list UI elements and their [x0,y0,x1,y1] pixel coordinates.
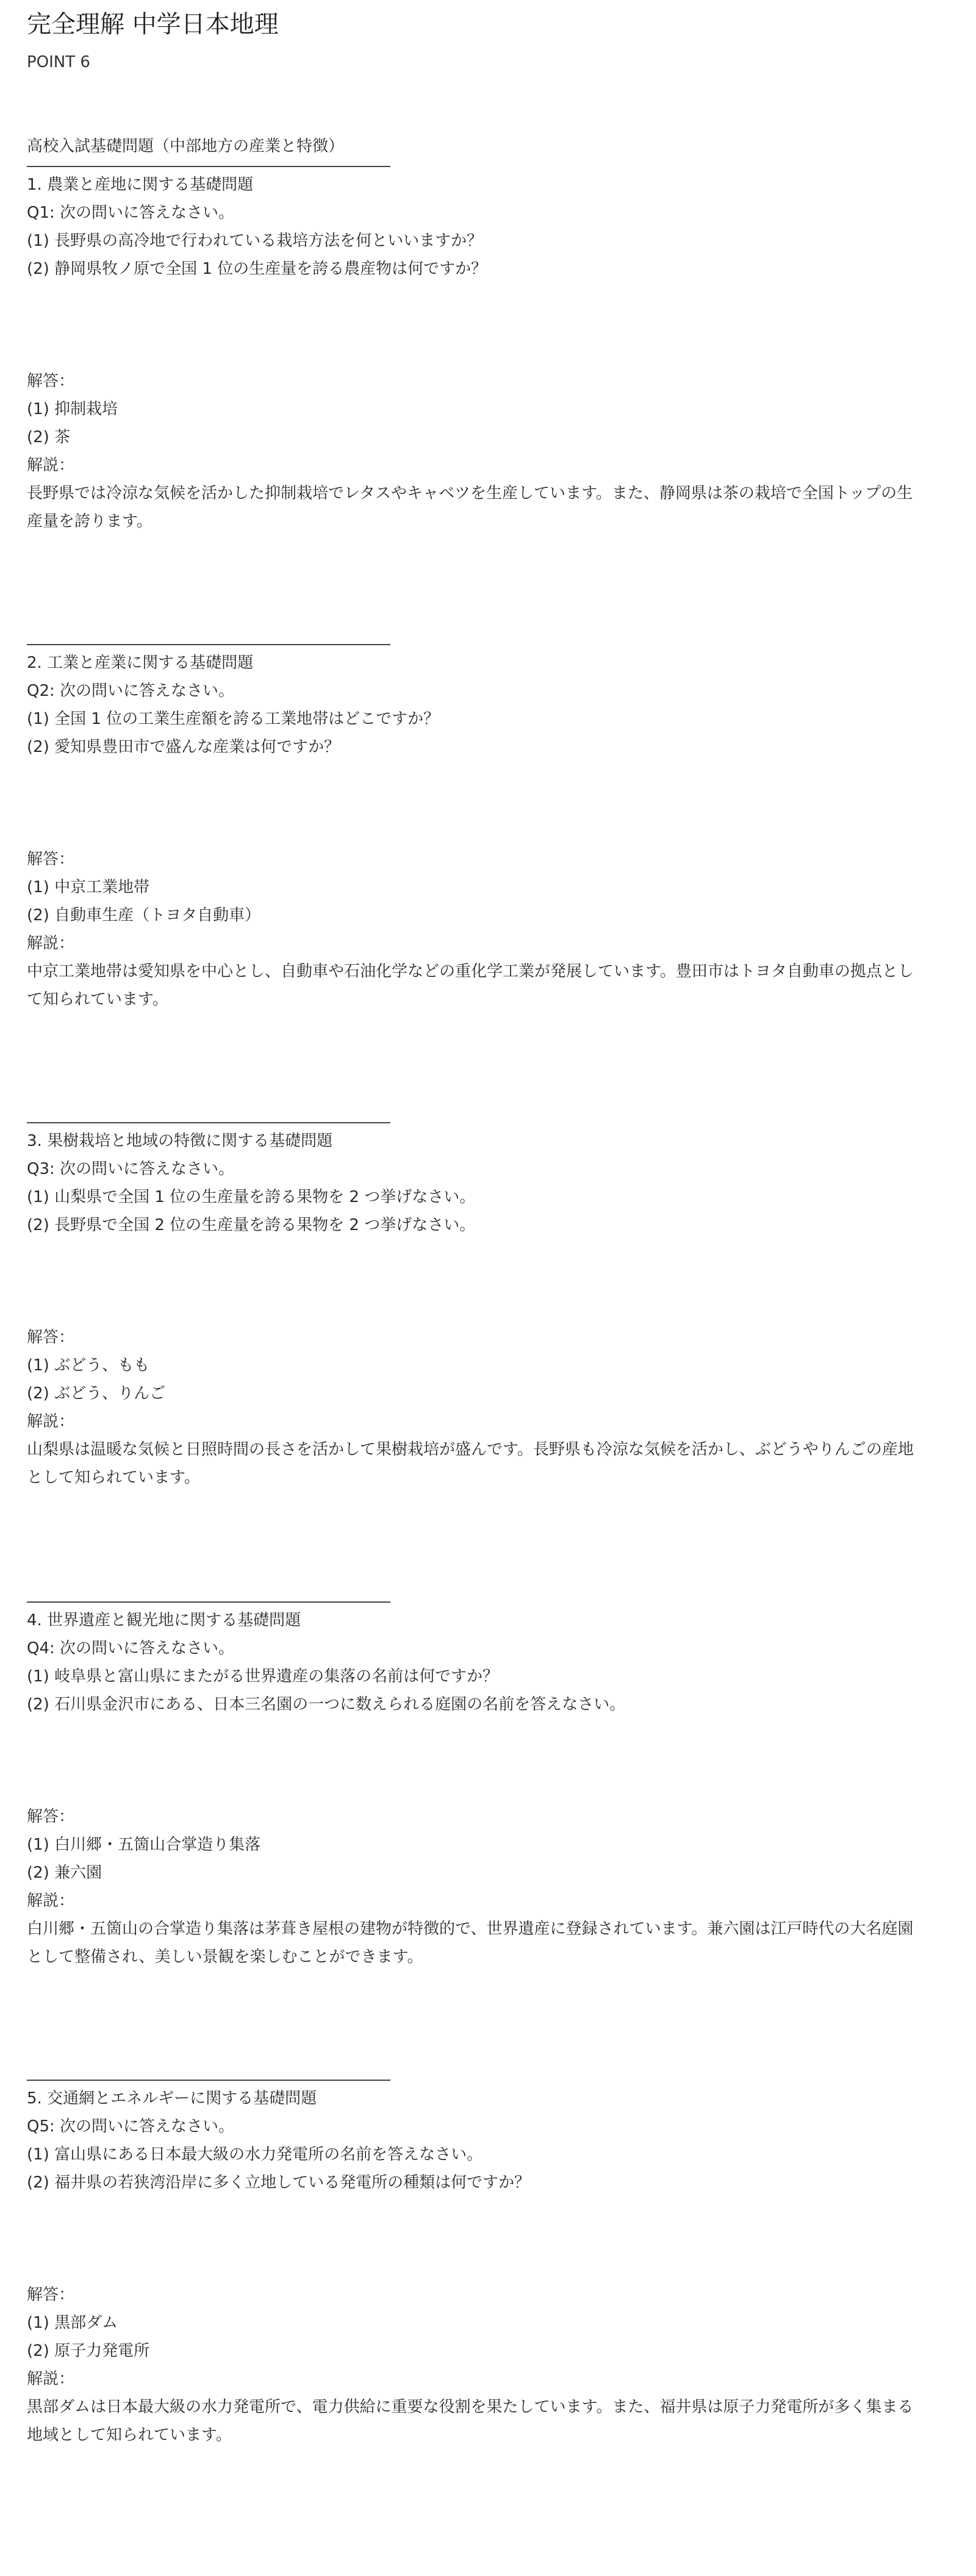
section-divider [27,2080,390,2081]
explanation-text: 黒部ダムは日本最大級の水力発電所で、電力供給に重要な役割を果たしています。また、福井県は原子力発電所が多く集まる地域として知られています。 [27,2398,914,2444]
question-section-5 [27,2080,930,2449]
question-intro: Q5: 次の問いに答えなさい。 [27,2117,235,2136]
question-intro: Q1: 次の問いに答えなさい。 [27,204,235,222]
explanation-label: 解説： [27,1892,75,1910]
answer-item: (2) 兼六園 [27,1864,102,1882]
question-item: (1) 全国 1 位の工業生産額を誇る工業地帯はどこですか？ [27,710,440,728]
section-title: 3. 果樹栽培と地域の特徴に関する基礎問題 [27,1132,333,1150]
section-divider [27,1122,390,1123]
document-title: 完全理解 中学日本地理 [27,10,279,38]
answer-item: (2) 茶 [27,428,71,446]
question-item: (2) 長野県で全国 2 位の生産量を誇る果物を 2 つ挙げなさい。 [27,1216,476,1234]
answer-item: (1) 抑制栽培 [27,400,118,418]
section-divider [27,166,390,167]
explanation-text: 白川郷・五箇山の合掌造り集落は茅葺き屋根の建物が特徴的で、世界遺産に登録されています。兼六園は江戸時代の大名庭園として整備され、美しい景観を楽しむことができます。 [27,1920,914,1966]
answer-item: (2) 自動車生産（トヨタ自動車） [27,906,261,925]
explanation-text: 長野県では冷涼な気候を活かした抑制栽培でレタスやキャベツを生産しています。また、静岡県は茶の栽培で全国トップの生産量を誇ります。 [27,484,913,531]
question-item: (1) 山梨県で全国 1 位の生産量を誇る果物を 2 つ挙げなさい。 [27,1188,476,1206]
section-divider [27,644,390,645]
question-intro: Q4: 次の問いに答えなさい。 [27,1639,235,1658]
section-title: 1. 農業と産地に関する基礎問題 [27,176,254,194]
question-item: (2) 静岡県牧ノ原で全国 1 位の生産量を誇る農産物は何ですか？ [27,260,487,278]
question-item: (2) 福井県の若狭湾沿岸に多く立地している発電所の種類は何ですか？ [27,2174,531,2192]
question-intro: Q3: 次の問いに答えなさい。 [27,1160,235,1178]
section-title: 5. 交通網とエネルギーに関する基礎問題 [27,2089,317,2108]
answer-item: (1) ぶどう、もも [27,1356,150,1375]
answer-label: 解答： [27,850,75,868]
question-item: (2) 愛知県豊田市で盛んな産業は何ですか？ [27,738,340,756]
explanation-label: 解説： [27,2370,75,2388]
answer-label: 解答： [27,2286,75,2304]
question-item: (1) 岐阜県と富山県にまたがる世界遺産の集落の名前は何ですか？ [27,1667,499,1686]
explanation-label: 解説： [27,456,75,474]
answer-item: (2) ぶどう、りんご [27,1384,166,1403]
question-item: (2) 石川県金沢市にある、日本三名園の一つに数えられる庭園の名前を答えなさい。 [27,1695,626,1714]
explanation-label: 解説： [27,934,75,953]
explanation-text: 中京工業地帯は愛知県を中心とし、自動車や石油化学などの重化学工業が発展しています。豊田市はトヨタ自動車の拠点として知られています。 [27,962,914,1009]
section-title: 4. 世界遺産と観光地に関する基礎問題 [27,1611,301,1630]
answer-label: 解答： [27,1808,75,1826]
section-divider [27,1601,390,1603]
answer-label: 解答： [27,1328,75,1347]
answer-item: (1) 白川郷・五箇山合掌造り集落 [27,1836,261,1854]
explanation-text: 山梨県は温暖な気候と日照時間の長さを活かして果樹栽培が盛んです。長野県も冷涼な気候を活かし、ぶどうやりんごの産地として知られています。 [27,1440,914,1487]
section-title: 2. 工業と産業に関する基礎問題 [27,654,254,672]
question-section-4 [27,1601,930,1971]
document-subtitle: POINT 6 [27,53,90,71]
question-item: (1) 富山県にある日本最大級の水力発電所の名前を答えなさい。 [27,2145,483,2164]
explanation-label: 解説： [27,1412,75,1431]
answer-item: (2) 原子力発電所 [27,2342,150,2360]
question-section-1 [27,166,930,535]
question-section-2 [27,644,930,1014]
exam-heading: 高校入試基礎問題（中部地方の産業と特徴） [27,137,345,156]
answer-item: (1) 中京工業地帯 [27,878,150,896]
question-intro: Q2: 次の問いに答えなさい。 [27,682,235,700]
question-item: (1) 長野県の高冷地で行われている栽培方法を何といいますか？ [27,232,483,250]
answer-item: (1) 黒部ダム [27,2314,118,2332]
question-section-3 [27,1122,930,1492]
answer-label: 解答： [27,372,75,390]
